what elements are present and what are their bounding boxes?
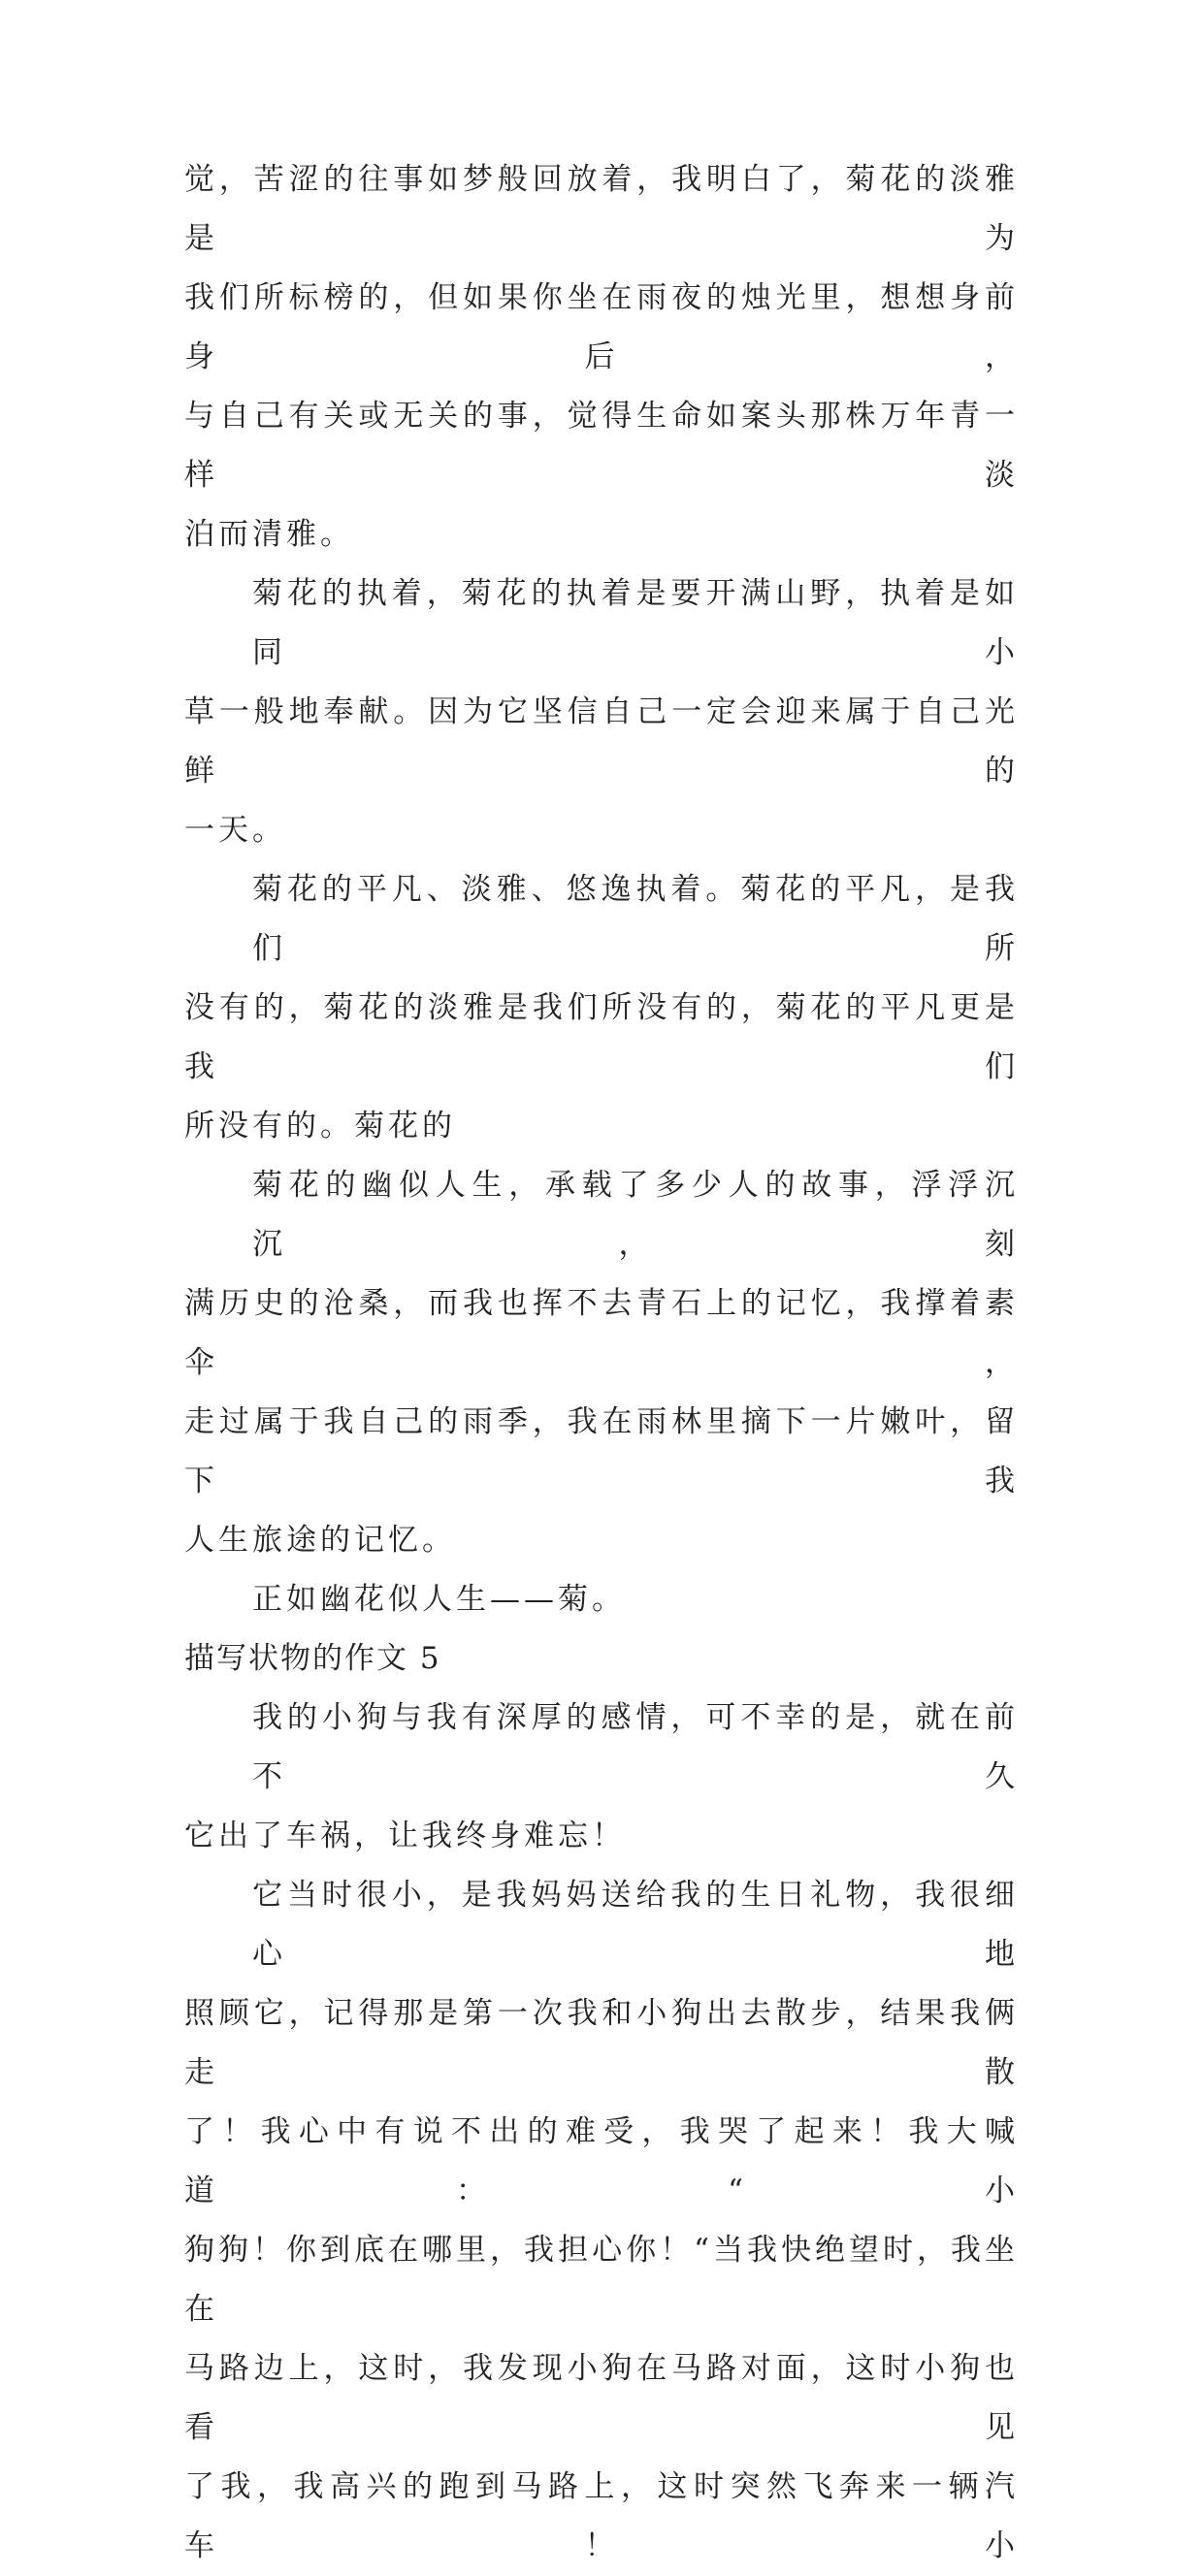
text-line: 照顾它，记得那是第一次我和小狗出去散步，结果我俩走散 — [184, 1996, 1019, 2090]
text-line: 菊花的幽似人生，承载了多少人的故事，浮浮沉沉，刻 — [252, 1168, 1019, 1262]
text-line: 了我，我高兴的跑到马路上，这时突然飞奔来一辆汽车！小 — [184, 2469, 1019, 2563]
text-line: 所没有的。菊花的 — [184, 1109, 456, 1143]
section-heading — [184, 1629, 1019, 1689]
text-line: 马路边上，这时，我发现小狗在马路对面，这时小狗也看见 — [184, 2351, 1019, 2445]
paragraph — [184, 1156, 1019, 1570]
paragraph — [184, 564, 1019, 860]
text-line: 它出了车祸，让我终身难忘！ — [184, 1819, 626, 1853]
text-line: 我的小狗与我有深厚的感情，可不幸的是，就在前不久 — [252, 1700, 1019, 1794]
text-line: 草一般地奉献。因为它坚信自己一定会迎来属于自己光鲜的 — [184, 694, 1019, 789]
text-line: 我们所标榜的，但如果你坐在雨夜的烛光里，想想身前身后， — [184, 280, 1019, 374]
paragraph — [184, 1570, 1019, 1629]
paragraph — [184, 150, 1019, 564]
text-line: 了！我心中有说不出的难受，我哭了起来！我大喊道：“小 — [184, 2114, 1019, 2208]
text-line: 狗狗！你到底在哪里，我担心你！“当我快绝望时，我坐在 — [184, 2233, 1019, 2327]
paragraph — [184, 1866, 1019, 2576]
text-line: 泊而清雅。 — [184, 517, 354, 552]
text-line: 一天。 — [184, 813, 286, 848]
text-line: 没有的，菊花的淡雅是我们所没有的，菊花的平凡更是我们 — [184, 990, 1019, 1084]
text-line: 满历史的沧桑，而我也挥不去青石上的记忆，我撑着素伞， — [184, 1286, 1019, 1380]
heading-text: 描写状物的作文 5 — [184, 1641, 441, 1676]
text-line: 走过属于我自己的雨季，我在雨林里摘下一片嫩叶，留下我 — [184, 1404, 1019, 1498]
paragraph — [184, 860, 1019, 1156]
text-line: 它当时很小，是我妈妈送给我的生日礼物，我很细心地 — [252, 1878, 1019, 1972]
text-line: 菊花的平凡、淡雅、悠逸执着。菊花的平凡，是我们所 — [252, 872, 1019, 966]
text-line: 人生旅途的记忆。 — [184, 1523, 456, 1558]
text-line: 正如幽花似人生——菊。 — [252, 1582, 626, 1617]
document-body — [184, 150, 1019, 2576]
text-line: 与自己有关或无关的事，觉得生命如案头那株万年青一样淡 — [184, 399, 1019, 493]
text-line: 觉，苦涩的往事如梦般回放着，我明白了，菊花的淡雅是为 — [184, 162, 1019, 256]
text-line: 菊花的执着，菊花的执着是要开满山野，执着是如同小 — [252, 576, 1019, 670]
paragraph — [184, 1689, 1019, 1866]
